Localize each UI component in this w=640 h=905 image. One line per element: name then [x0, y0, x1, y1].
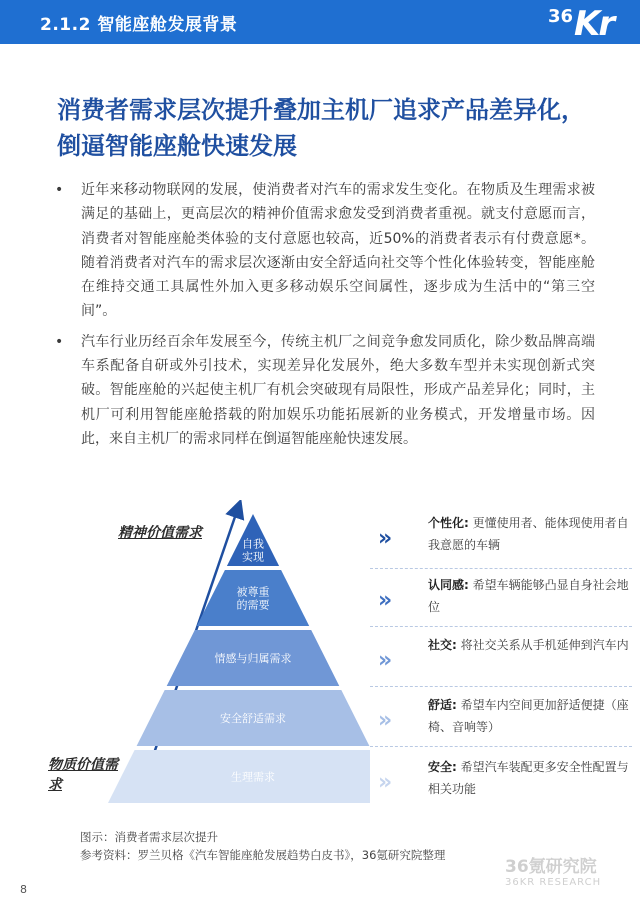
chevron-right-icon: »: [378, 526, 387, 551]
bullet-item: [55, 330, 595, 451]
need-text: 希望汽车装配更多安全性配置与相关功能: [428, 760, 629, 796]
chevron-right-icon: »: [378, 708, 387, 733]
watermark-en: 36KR RESEARCH: [505, 877, 602, 888]
need-title: 认同感:: [428, 578, 469, 592]
need-row-personalization: [378, 512, 633, 564]
bullet-text: 近年来移动物联网的发展，使消费者对汽车的需求发生变化。在物质及生理需求被满足的基础上，更高层次的精神价值需求愈发受到消费者重视。就支付意愿而言，消费者对智能座舱类体验的支付意愿也较高，近50%的消费者表示有付费意愿*。随着消费者对汽车的需求层次逐渐由安全舒适向社交等个性化体验转变，智能座舱在维持交通工具属性外加入更多移动娱乐空间属性，逐步成为生活中的“第三空间”。: [81, 182, 595, 320]
bullet-dot: •: [55, 333, 64, 350]
bullet-list: [55, 178, 595, 457]
chevron-right-icon: »: [378, 770, 387, 795]
need-row-safety: [378, 756, 633, 808]
need-row-recognition: [378, 574, 633, 626]
need-description: [428, 512, 633, 556]
need-row-comfort: [378, 694, 633, 746]
material-needs-label: 物质价值需求: [48, 757, 118, 793]
page-number: 8: [20, 883, 27, 896]
need-description: [428, 634, 633, 656]
needs-pyramid-diagram: [40, 500, 629, 820]
logo-letters: Kr: [574, 4, 614, 44]
pyramid-tier-label: 生理需求: [231, 770, 275, 784]
need-row-social: [378, 634, 633, 686]
chevron-right-icon: »: [378, 648, 387, 673]
divider: [370, 686, 632, 687]
pyramid-tier-label: 安全舒适需求: [220, 712, 286, 725]
watermark-cn: 36氪研究院: [505, 857, 597, 877]
need-title: 个性化:: [428, 516, 469, 530]
research-watermark: [505, 852, 601, 888]
figure-caption: [80, 828, 445, 864]
bullet-dot: •: [55, 182, 64, 198]
need-text: 将社交关系从手机延伸到汽车内: [460, 638, 629, 652]
need-description: [428, 694, 633, 738]
need-title: 安全:: [428, 760, 457, 774]
need-description: [428, 574, 633, 618]
need-text: 更懂使用者、能体现使用者自我意愿的车辆: [428, 516, 629, 552]
pyramid-tier-label: 的需要: [236, 598, 270, 612]
bullet-text: 汽车行业历经百余年发展至今，传统主机厂之间竞争愈发同质化，除少数品牌高端车系配备自研或外引技术，实现差异化发展外，绝大多数车型并未实现创新式突破。智能座舱的兴起使主机厂有机会突破现有局限性，形成产品差异化；同时，主机厂可利用智能座舱搭载的附加娱乐功能拓展新的业务模式，开发增量市场。因此，来自主机厂的需求同样在倒逼智能座舱快速发展。: [81, 333, 595, 447]
divider: [370, 568, 632, 569]
pyramid-tier-label: 被尊重: [236, 585, 270, 599]
figure-caption-source: 参考资料：罗兰贝格《汽车智能座舱发展趋势白皮书》，36氪研究院整理: [80, 848, 446, 862]
need-text: 希望车内空间更加舒适便捷（座椅、音响等）: [428, 698, 629, 734]
spiritual-needs-label: 精神价值需求: [118, 525, 202, 541]
divider: [370, 746, 632, 747]
logo-number: 36: [548, 6, 574, 27]
pyramid-svg: [40, 500, 370, 810]
page-headline: 消费者需求层次提升叠加主机厂追求产品差异化，倒逼智能座舱快速发展: [57, 96, 585, 160]
pyramid-tier-label: 自我: [242, 537, 264, 551]
bullet-item: [55, 178, 595, 324]
section-title: 2.1.2 智能座舱发展背景: [40, 15, 238, 35]
need-text: 希望车辆能够凸显自身社会地位: [428, 578, 629, 614]
need-title: 社交:: [428, 638, 457, 652]
need-description: [428, 756, 633, 800]
divider: [370, 626, 632, 627]
pyramid-tier-label: 实现: [242, 550, 264, 564]
pyramid-tier-label: 情感与归属需求: [214, 652, 292, 665]
chevron-right-icon: »: [378, 588, 387, 613]
figure-caption-title: 图示：消费者需求层次提升: [80, 830, 218, 844]
need-title: 舒适:: [428, 698, 457, 712]
brand-logo: [548, 2, 638, 44]
header-bar: [0, 0, 640, 44]
